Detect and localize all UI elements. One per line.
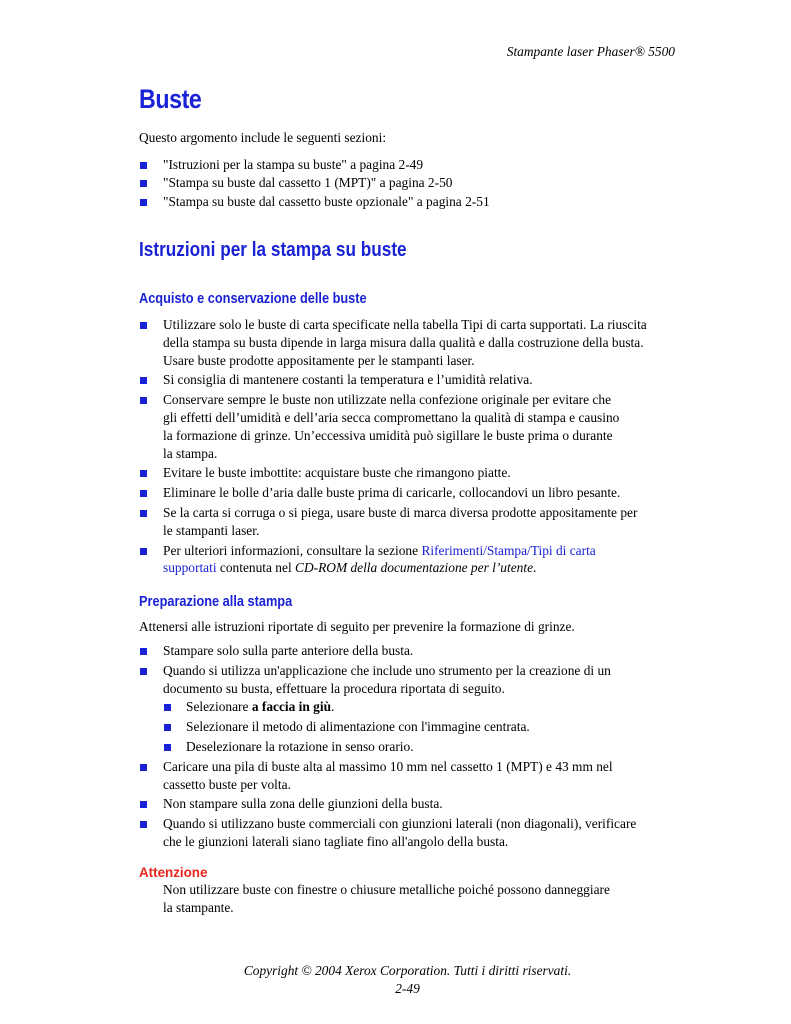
prep-heading: Preparazione alla stampa [139, 594, 293, 610]
square-bullet-icon [140, 490, 147, 497]
reference-link[interactable]: Riferimenti/Stampa/Tipi di carta [421, 542, 596, 558]
list-item[interactable] [139, 174, 699, 192]
purchase-heading: Acquisto e conservazione delle buste [139, 291, 367, 307]
caution-body: Non utilizzare buste con finestre o chiusure metalliche poiché possono danneggiare la stampante. [163, 882, 610, 915]
face-down-option: a faccia in giù [251, 699, 332, 715]
square-bullet-icon [140, 510, 147, 517]
list-item: Conservare sempre le buste non utilizzate nella confezione originale per evitare che gli effetti dell’umidità e dell’aria secca compromettano la qualità di stampa e causino la formazione di grinze. Un’eccessiva umidità può sigillare le buste prima o durante la stampa. [139, 391, 699, 462]
list-item: Quando si utilizzano buste commerciali con giunzioni laterali (non diagonali), verificare che le giunzioni laterali siano tagliate fino all'angolo della busta. [139, 815, 699, 851]
list-item: Si consiglia di mantenere costanti la temperatura e l’umidità relativa. [139, 371, 699, 389]
list-item: Caricare una pila di buste alta al massimo 10 mm nel cassetto 1 (MPT) e 43 mm nel cassetto buste per volta. [139, 758, 699, 794]
running-header: Stampante laser Phaser® 5500 [506, 44, 675, 59]
list-item[interactable] [139, 156, 699, 174]
sub-list-item: Selezionare a faccia in giù. [163, 698, 699, 716]
square-bullet-icon [164, 744, 171, 751]
square-bullet-icon [140, 397, 147, 404]
square-bullet-icon [140, 648, 147, 655]
list-item: Evitare le buste imbottite: acquistare buste che rimangono piatte. [139, 464, 699, 482]
square-bullet-icon [140, 322, 147, 329]
square-bullet-icon [164, 704, 171, 711]
copyright-notice: Copyright © 2004 Xerox Corporation. Tutti i diritti riservati. [243, 963, 572, 978]
square-bullet-icon [140, 180, 147, 187]
purchase-list [139, 316, 699, 579]
section-link[interactable]: "Stampa su buste dal cassetto buste opzionale" a pagina 2-51 [163, 193, 490, 209]
sub-list-item: Deselezionare la rotazione in senso orario. [163, 738, 699, 756]
square-bullet-icon [140, 548, 147, 555]
prep-list [139, 642, 699, 853]
square-bullet-icon [140, 668, 147, 675]
list-item: Non stampare sulla zona delle giunzioni della busta. [139, 795, 699, 813]
list-item: Stampare solo sulla parte anteriore della busta. [139, 642, 699, 660]
list-item[interactable] [139, 193, 699, 211]
page-title: Buste [139, 84, 202, 114]
square-bullet-icon [140, 821, 147, 828]
list-item: Eliminare le bolle d’aria dalle buste prima di caricarle, collocandovi un libro pesante. [139, 484, 699, 502]
sub-list-item: Selezionare il metodo di alimentazione con l'immagine centrata. [163, 718, 699, 736]
list-item: Utilizzare solo le buste di carta specificate nella tabella Tipi di carta supportati. La riuscita della stampa su busta dipende in larga misura dalla qualità e dalla costruzione della busta. Usare buste prodotte appositamente per le stampanti laser. [139, 316, 699, 369]
prep-intro: Attenersi alle istruzioni riportate di seguito per prevenire la formazione di grinze. [139, 619, 575, 634]
intro-text: Questo argomento include le seguenti sezioni: [139, 130, 387, 145]
page-footer [0, 962, 791, 998]
cd-rom-title: CD-ROM della documentazione per l’utente [295, 560, 534, 576]
reference-link-continued[interactable]: supportati [163, 560, 217, 576]
square-bullet-icon [140, 162, 147, 169]
square-bullet-icon [140, 199, 147, 206]
page-number: 2-49 [395, 980, 420, 996]
square-bullet-icon [140, 801, 147, 808]
square-bullet-icon [140, 470, 147, 477]
caution-title: Attenzione [139, 865, 208, 880]
list-item: Per ulteriori informazioni, consultare la sezione Riferimenti/Stampa/Tipi di carta supportati contenuta nel CD-ROM della documentazione per l’utente. [139, 542, 699, 578]
list-item: Quando si utilizza un'applicazione che include uno strumento per la creazione di un documento su busta, effettuare la procedura riportata di seguito. Selezionare a faccia in giù. Selezionare il metodo di alimentazione con l'immagine centrata. Deselezionare la rotazione in senso orario. [139, 662, 699, 756]
section-link[interactable]: "Istruzioni per la stampa su buste" a pagina 2-49 [163, 157, 424, 172]
section-heading: Istruzioni per la stampa su buste [139, 239, 407, 261]
square-bullet-icon [140, 764, 147, 771]
prep-sublist [163, 698, 699, 755]
square-bullet-icon [140, 377, 147, 384]
square-bullet-icon [164, 724, 171, 731]
section-link[interactable]: "Stampa su buste dal cassetto 1 (MPT)" a pagina 2-50 [163, 175, 453, 191]
list-item: Se la carta si corruga o si piega, usare buste di marca diversa prodotte appositamente per le stampanti laser. [139, 504, 699, 540]
intro-section-list [139, 156, 699, 211]
